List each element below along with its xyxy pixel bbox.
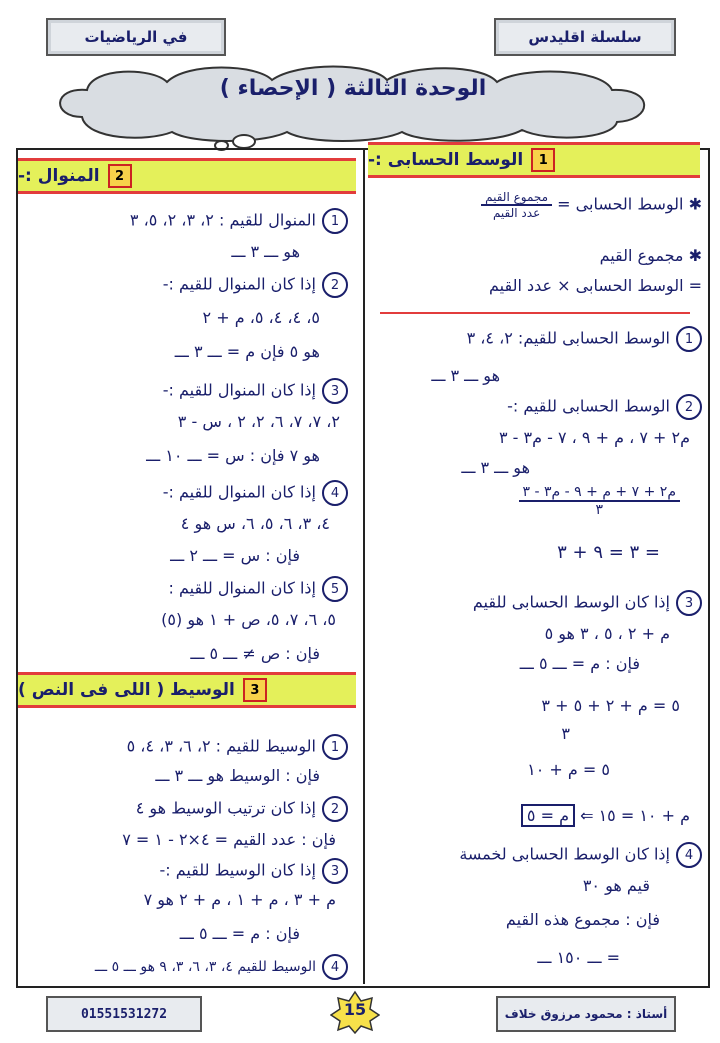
mean-rule xyxy=(481,190,702,220)
median-q1 xyxy=(127,734,348,760)
sum-rule-b xyxy=(489,276,702,295)
question-number: 2 xyxy=(322,796,348,822)
page-number: 15 xyxy=(343,1000,367,1019)
answer-2: هو ـــ ٣ ـــ xyxy=(461,458,530,477)
question-3-values: م + ٢ ، ٥ ، ٣ هو ٥ xyxy=(544,624,670,643)
teacher-box xyxy=(496,996,676,1032)
phone-box xyxy=(46,996,202,1032)
rule-label: الوسط الحسابى = xyxy=(557,194,684,214)
question-number: 5 xyxy=(322,576,348,602)
section-number-badge: 3 xyxy=(243,678,267,702)
question-number: 1 xyxy=(322,734,348,760)
question-number: 4 xyxy=(322,954,348,980)
question-text: الوسط الحسابى للقيم :- xyxy=(507,396,670,416)
teacher-name: أستاذ : محمود مرزوق خلاف xyxy=(504,1007,668,1021)
title-cloud xyxy=(42,62,664,144)
working-2 xyxy=(519,484,680,518)
phone-number: 01551531272 xyxy=(80,1006,168,1022)
section-number-badge: 1 xyxy=(531,148,555,172)
fraction-numerator: مجموع القيم xyxy=(481,190,552,206)
answer-1: هو ـــ ٣ ـــ xyxy=(431,366,500,385)
mean-fraction xyxy=(481,190,552,220)
mode-q2 xyxy=(163,272,348,298)
question-4-c: فإن : مجموع هذه القيم xyxy=(505,910,660,929)
star-bullet: ✱ xyxy=(683,194,702,214)
question-2 xyxy=(507,394,702,420)
star-bullet: ✱ xyxy=(683,246,702,265)
mode-a1: هو ـــ ٣ ـــ xyxy=(231,242,300,261)
question-text: إذا كان الوسط الحسابى لخمسة xyxy=(459,844,670,864)
question-4 xyxy=(459,842,702,868)
boxed-answer: م = ٥ xyxy=(521,804,575,827)
series-label: سلسلة اقليدس xyxy=(528,28,642,46)
question-number: 2 xyxy=(322,272,348,298)
question-text: إذا كان المنوال للقيم :- xyxy=(162,274,316,294)
fraction-denominator: ٣ xyxy=(595,502,604,518)
section-header-median xyxy=(18,672,356,708)
question-1 xyxy=(467,326,702,352)
fraction-denominator: عدد القيم xyxy=(492,206,541,220)
mode-q5 xyxy=(169,576,348,602)
median-a3: فإن : م = ـــ ٥ ـــ xyxy=(179,924,300,943)
answer-3: فإن : م = ـــ ٥ ـــ xyxy=(519,654,640,673)
question-text: الوسط الحسابى للقيم: ٢، ٤، ٣ xyxy=(466,328,670,348)
question-2-values: م٢ + ٧ ، م + ٩ ، ٧ - م٣ - ٣ xyxy=(498,428,690,447)
subject-label: في الرياضيات xyxy=(84,28,188,46)
question-text: المنوال للقيم : ٢، ٣، ٢، ٥، ٣ xyxy=(129,210,316,230)
question-text: إذا كان المنوال للقيم : xyxy=(168,578,316,598)
fraction-numerator: م٢ + ٧ + م + ٩ - م٣ - ٣ xyxy=(519,484,680,502)
section-header-mode xyxy=(18,158,356,194)
question-number: 2 xyxy=(676,394,702,420)
question-number: 3 xyxy=(322,378,348,404)
working-3c: م + ١٠ = ١٥ ⇐ م = ٥ xyxy=(521,806,690,825)
mode-a2: هو ٥ فإن م = ـــ ٣ ـــ xyxy=(174,342,320,361)
cloud-bubble xyxy=(232,134,256,149)
column-divider xyxy=(363,148,365,984)
question-number: 1 xyxy=(676,326,702,352)
working-fraction xyxy=(519,484,680,518)
question-number: 3 xyxy=(322,858,348,884)
section-number-badge: 2 xyxy=(108,164,132,188)
question-text: إذا كان الوسط الحسابى للقيم xyxy=(472,592,670,612)
median-q2 xyxy=(136,796,348,822)
answer-4: = ـــ ١٥٠ ـــ xyxy=(537,948,620,967)
question-number: 4 xyxy=(676,842,702,868)
question-3 xyxy=(473,590,702,616)
question-number: 4 xyxy=(322,480,348,506)
mode-q5-values: ٥، ٦، ٧، ٥، ص + ١ هو (٥) xyxy=(161,610,336,629)
section-header-mean xyxy=(368,142,700,178)
rule-text: = الوسط الحسابى × عدد القيم xyxy=(489,276,702,295)
mode-q2-values: ٥، ٤، ٤، ٥، م + ٢ xyxy=(202,308,320,327)
question-text: إذا كان ترتيب الوسيط هو ٤ xyxy=(135,798,316,818)
working-3a-den: ٣ xyxy=(561,724,570,743)
median-a1: فإن : الوسيط هو ـــ ٣ ـــ xyxy=(155,766,320,785)
mode-a4: فإن : س = ـــ ٢ ـــ xyxy=(170,546,300,565)
equation-text: م + ١٠ = ١٥ xyxy=(598,806,690,825)
working-3a: ٥ = م + ٢ + ٥ + ٣ xyxy=(541,696,680,715)
question-text: إذا كان المنوال للقيم :- xyxy=(162,482,316,502)
subject-header xyxy=(46,18,226,56)
median-q3-values: م + ٣ ، م + ١ ، م + ٢ هو ٧ xyxy=(143,890,336,909)
median-q4 xyxy=(95,954,348,980)
section-title: الوسط الحسابى :- xyxy=(368,150,524,170)
mode-q3 xyxy=(163,378,348,404)
mode-a3: هو ٧ فإن : س = ـــ ١٠ ـــ xyxy=(146,446,320,465)
mode-q1 xyxy=(130,208,348,234)
separator-line xyxy=(380,312,690,314)
mode-q4 xyxy=(163,480,348,506)
mode-a5: فإن : ص ≠ ـــ ٥ ـــ xyxy=(190,644,320,663)
question-text: الوسيط للقيم ٤، ٣، ٦، ٣، ٩ هو ـــ ٥ ـــ xyxy=(94,959,316,975)
section-title: المنوال :- xyxy=(18,166,100,186)
median-q3 xyxy=(159,858,348,884)
question-4-b: قيم هو ٣٠ xyxy=(582,876,650,895)
mode-q3-values: ٢، ٧، ٧، ٦، ٢، ٢ ، س - ٣ xyxy=(177,412,340,431)
mode-q4-values: ٤، ٣، ٦، ٥، ٦، س هو ٤ xyxy=(180,514,330,533)
question-number: 1 xyxy=(322,208,348,234)
median-a2: فإن : عدد القيم = ٤×٢ - ١ = ٧ xyxy=(122,830,336,849)
sum-rule-a xyxy=(600,246,702,265)
rule-text: مجموع القيم xyxy=(599,246,684,265)
series-header xyxy=(494,18,676,56)
question-text: إذا كان المنوال للقيم :- xyxy=(162,380,316,400)
section-title: الوسيط ( اللى فى النص ) xyxy=(18,680,235,700)
question-number: 3 xyxy=(676,590,702,616)
unit-title: الوحدة الثالثة ( الإحصاء ) xyxy=(219,76,487,101)
working-3b: ٥ = م + ١٠ xyxy=(527,760,610,779)
question-text: الوسيط للقيم : ٢، ٦، ٣، ٤، ٥ xyxy=(126,736,316,756)
result-2: = ٣ = ٩ + ٣ xyxy=(557,542,660,563)
question-text: إذا كان الوسيط للقيم :- xyxy=(159,860,316,880)
